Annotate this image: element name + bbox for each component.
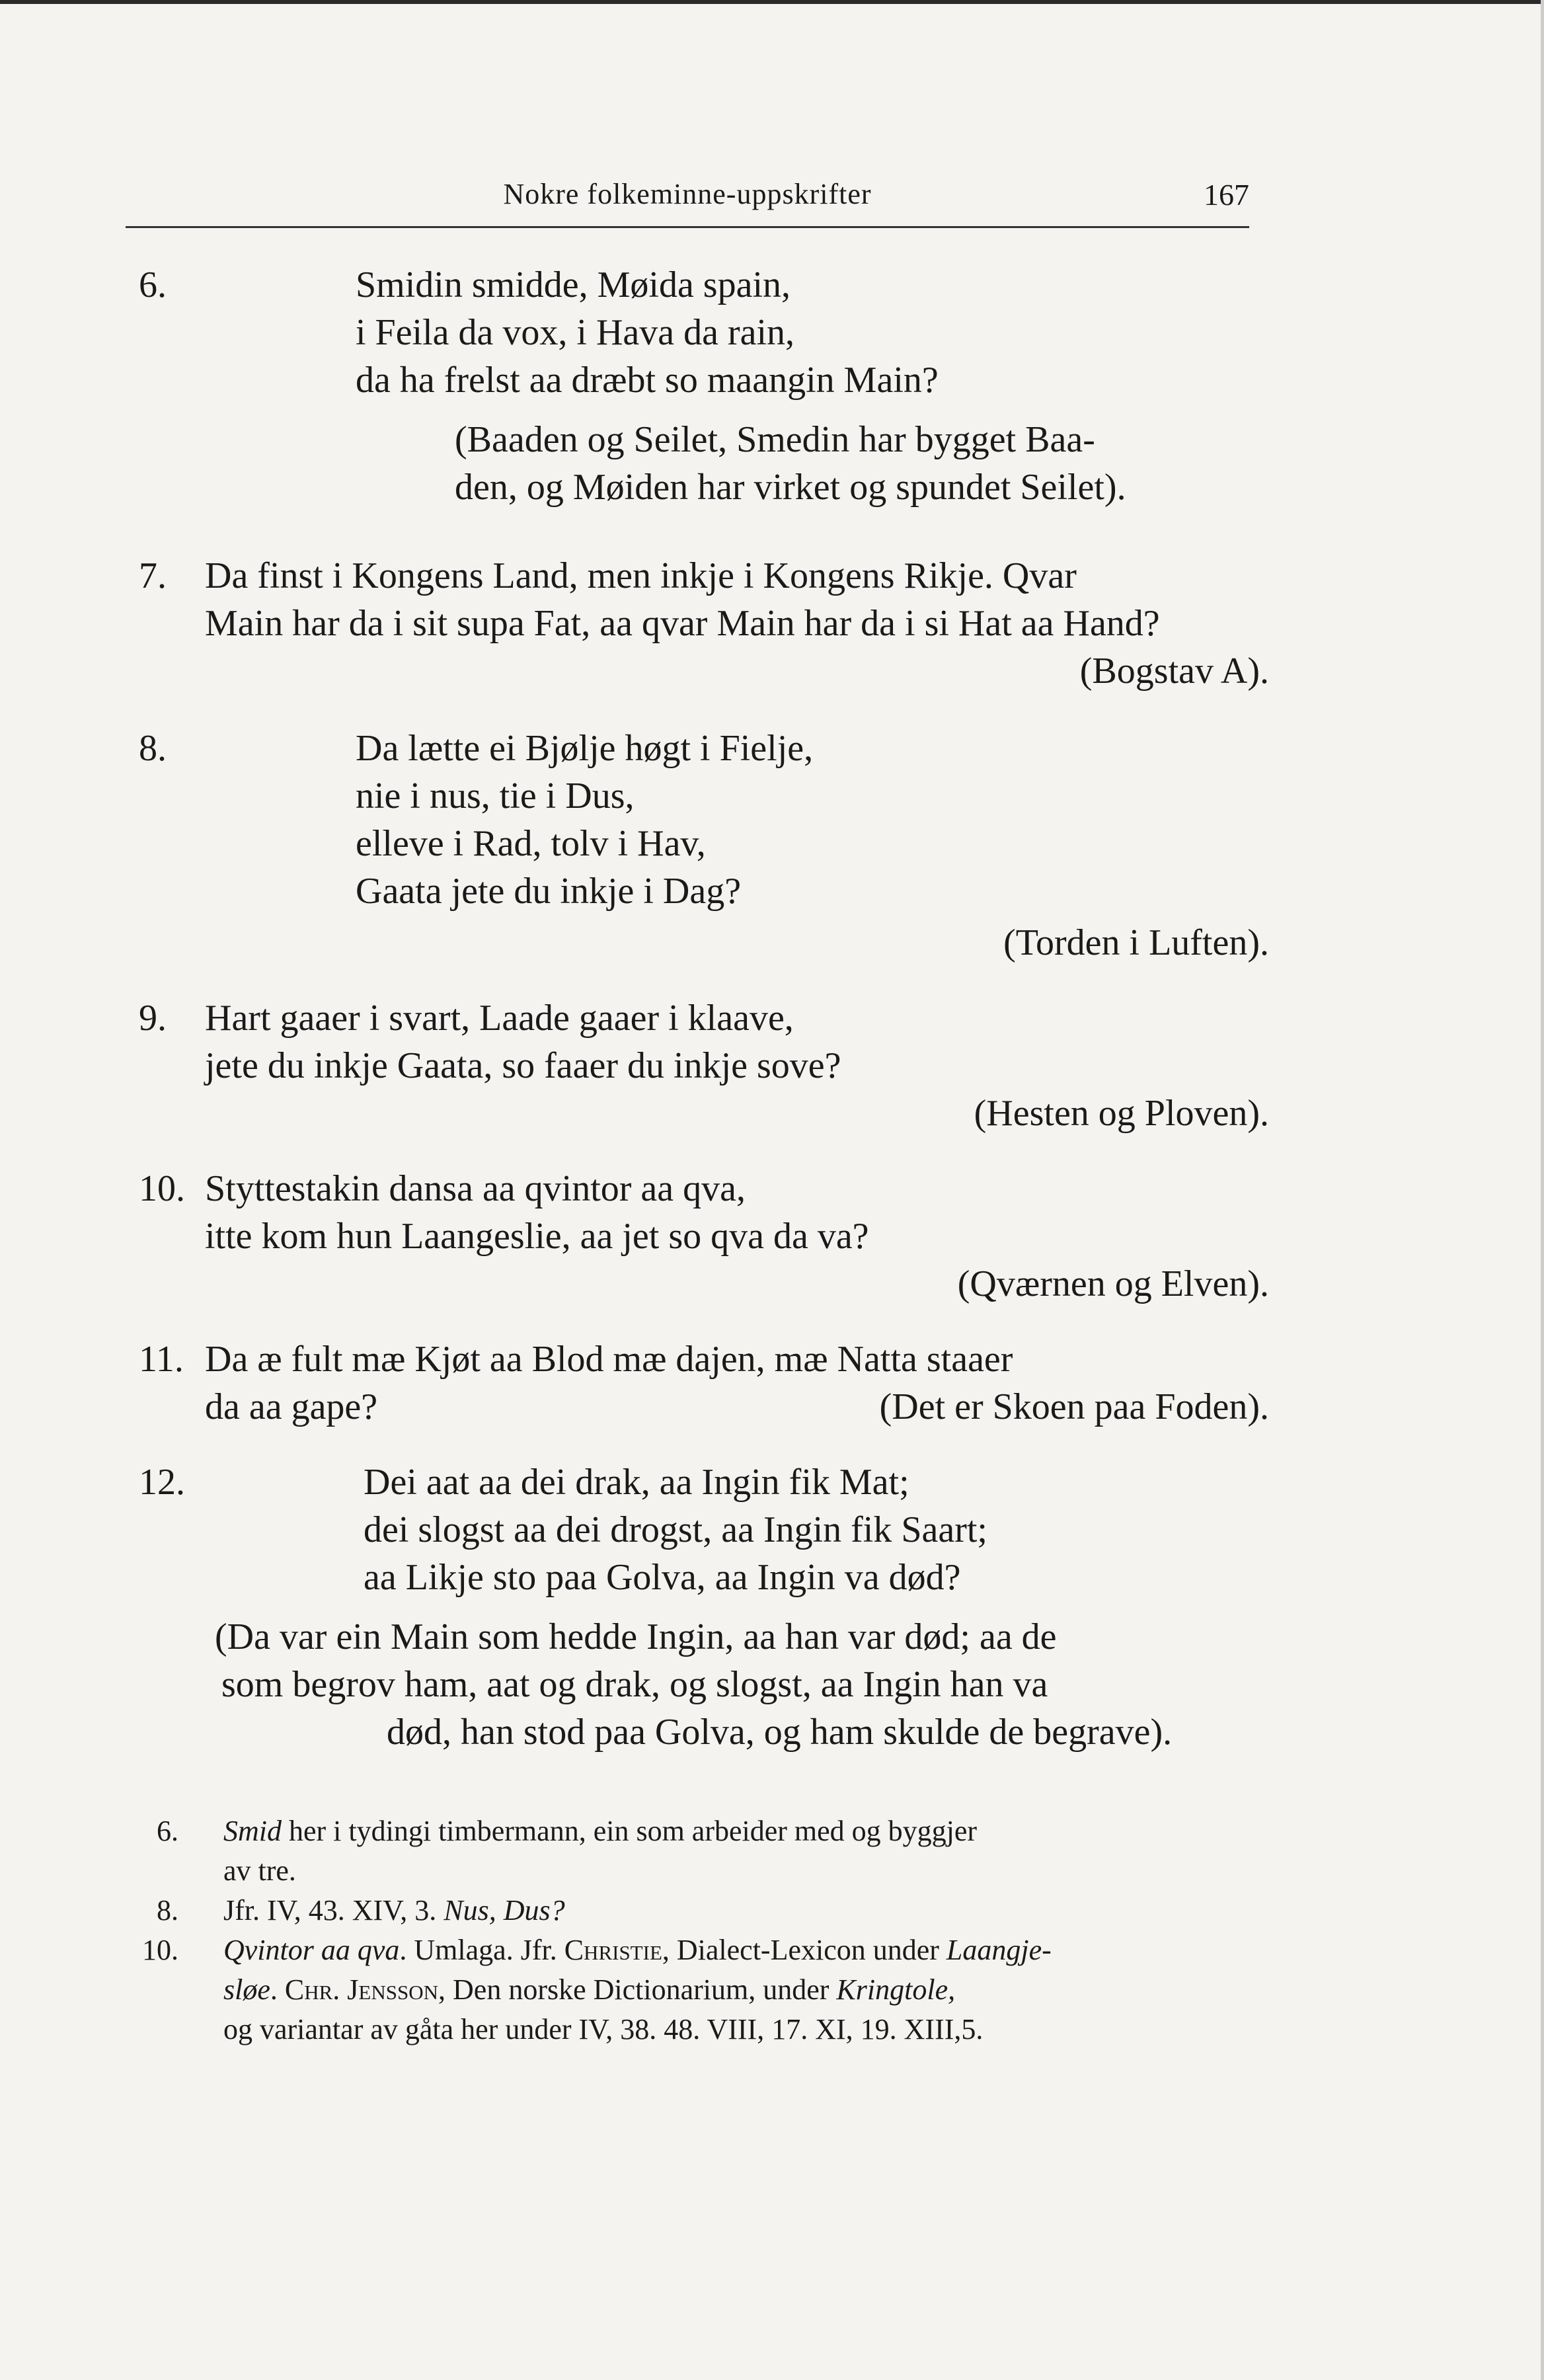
verse-line: Dei aat aa dei drak, aa Ingin fik Mat;	[364, 1462, 909, 1503]
riddle-number: 7.	[139, 555, 167, 596]
running-header	[126, 177, 1249, 217]
riddle-number: 9.	[139, 998, 167, 1039]
italic-text: Nus, Dus?	[444, 1894, 565, 1926]
text-line: Main har da i sit supa Fat, aa qvar Main har da i si Hat aa Hand?	[205, 603, 1160, 644]
riddle-12	[139, 1458, 1269, 1756]
riddle-text	[205, 1165, 1269, 1260]
note-text-run: av tre.	[223, 1854, 296, 1887]
riddle-answer: (Det er Skoen paa Foden).	[879, 1386, 1269, 1427]
text-line: da aa gape?	[205, 1386, 378, 1427]
answer-line: (Baaden og Seilet, Smedin har bygget Baa-	[455, 419, 1095, 460]
footnote-8	[139, 1891, 1262, 1930]
answer-line: som begrov ham, aat og drak, og slogst, aa Ingin han va	[221, 1664, 1048, 1705]
italic-text: Qvintor aa qva	[223, 1934, 400, 1966]
footnote-text	[223, 1891, 1262, 1930]
riddle-text	[205, 994, 1269, 1090]
footnote-line	[223, 1930, 1262, 1970]
riddle-9	[139, 994, 1269, 1137]
riddle-answer: (Torden i Luften).	[1003, 922, 1269, 963]
riddle-number: 8.	[139, 728, 167, 769]
riddle-number: 10.	[139, 1168, 185, 1209]
verse-line: dei slogst aa dei drogst, aa Ingin fik Saart;	[364, 1509, 987, 1550]
riddle-answer	[215, 1613, 1269, 1756]
text-line: Styttestakin dansa aa qvintor aa qva,	[205, 1168, 746, 1209]
verse-line: i Feila da vox, i Hava da rain,	[356, 312, 795, 353]
riddle-verse	[356, 725, 1269, 915]
riddle-10	[139, 1165, 1269, 1308]
riddle-number: 6.	[139, 264, 167, 305]
verse-line: da ha frelst aa dræbt so maangin Main?	[356, 360, 939, 401]
footnote-line	[223, 1970, 1262, 2010]
text-line: Hart gaaer i svart, Laade gaaer i klaave,	[205, 998, 794, 1039]
riddle-7	[139, 552, 1269, 695]
footnote-line	[223, 1811, 1262, 1851]
riddle-answer: (Hesten og Ploven).	[974, 1093, 1269, 1134]
footnote-text	[223, 1811, 1262, 1891]
verse-line: elleve i Rad, tolv i Hav,	[356, 823, 706, 864]
footnote-number: 6.	[157, 1815, 178, 1847]
riddle-verse	[356, 261, 1269, 404]
note-text-run: Jfr. IV, 43. XIV, 3.	[223, 1894, 444, 1926]
footnote-number: 10.	[142, 1934, 178, 1966]
riddle-8	[139, 725, 1269, 967]
text-line: jete du inkje Gaata, so faaer du inkje sove?	[205, 1045, 841, 1086]
footnote-number: 8.	[157, 1894, 178, 1926]
answer-line: den, og Møiden har virket og spundet Seilet).	[455, 467, 1126, 508]
note-text-run: , Den norske Dictionarium, under	[438, 1973, 837, 2006]
page-number: 167	[1204, 178, 1249, 212]
page-right-edge	[1541, 0, 1544, 2380]
text-line: itte kom hun Laangeslie, aa jet so qva da va?	[205, 1216, 869, 1257]
text-line: Da finst i Kongens Land, men inkje i Kongens Rikje. Qvar	[205, 555, 1077, 596]
page-top-edge	[0, 0, 1544, 4]
note-text-run: . Umlaga. Jfr.	[399, 1934, 564, 1966]
header-rule	[126, 226, 1249, 228]
small-caps-text: Chr. Jensson	[284, 1973, 439, 2006]
riddle-number: 12.	[139, 1462, 185, 1503]
riddle-6	[139, 261, 1269, 511]
riddle-verse	[364, 1458, 1269, 1601]
answer-line: (Da var ein Main som hedde Ingin, aa han var død; aa de	[215, 1616, 1057, 1657]
italic-text: sløe	[223, 1973, 270, 2006]
verse-line: Smidin smidde, Møida spain,	[356, 264, 791, 305]
italic-text: Kringtole,	[836, 1973, 956, 2006]
verse-line: Da lætte ei Bjølje høgt i Fielje,	[356, 728, 814, 769]
footnote-line	[223, 2010, 1262, 2049]
verse-line: nie i nus, tie i Dus,	[356, 775, 635, 816]
riddle-answer: (Qværnen og Elven).	[957, 1263, 1269, 1304]
footnote-10	[139, 1930, 1262, 2049]
small-caps-text: Christie	[564, 1934, 662, 1966]
italic-text: Laangje-	[946, 1934, 1052, 1966]
footnote-text	[223, 1930, 1262, 2049]
riddle-number: 11.	[139, 1339, 184, 1380]
note-text-run: , Dialect-Lexicon under	[662, 1934, 946, 1966]
italic-text: Smid	[223, 1815, 282, 1847]
note-text-run: her i tydingi timbermann, ein som arbeider med og byggjer	[282, 1815, 978, 1847]
footnotes	[139, 1811, 1262, 2049]
verse-line: aa Likje sto paa Golva, aa Ingin va død?	[364, 1557, 961, 1598]
answer-line: død, han stod paa Golva, og ham skulde de begrave).	[387, 1712, 1173, 1753]
riddle-11	[139, 1335, 1269, 1431]
footnote-line	[223, 1851, 1262, 1891]
riddle-answer	[455, 416, 1269, 511]
riddle-text	[205, 552, 1269, 647]
riddle-answer: (Bogstav A).	[1079, 651, 1269, 692]
text-line: Da æ fult mæ Kjøt aa Blod mæ dajen, mæ Natta staaer	[205, 1339, 1013, 1380]
riddle-text	[205, 1335, 1269, 1431]
verse-line: Gaata jete du inkje i Dag?	[356, 871, 742, 912]
note-text-run: .	[270, 1973, 285, 2006]
note-text-run: og variantar av gåta her under IV, 38. 48. VIII, 17. XI, 19. XIII,5.	[223, 2013, 984, 2045]
riddle-list	[139, 261, 1269, 1756]
footnote-6	[139, 1811, 1262, 1891]
running-title: Nokre folkeminne-uppskrifter	[503, 178, 872, 210]
footnote-line	[223, 1891, 1262, 1930]
